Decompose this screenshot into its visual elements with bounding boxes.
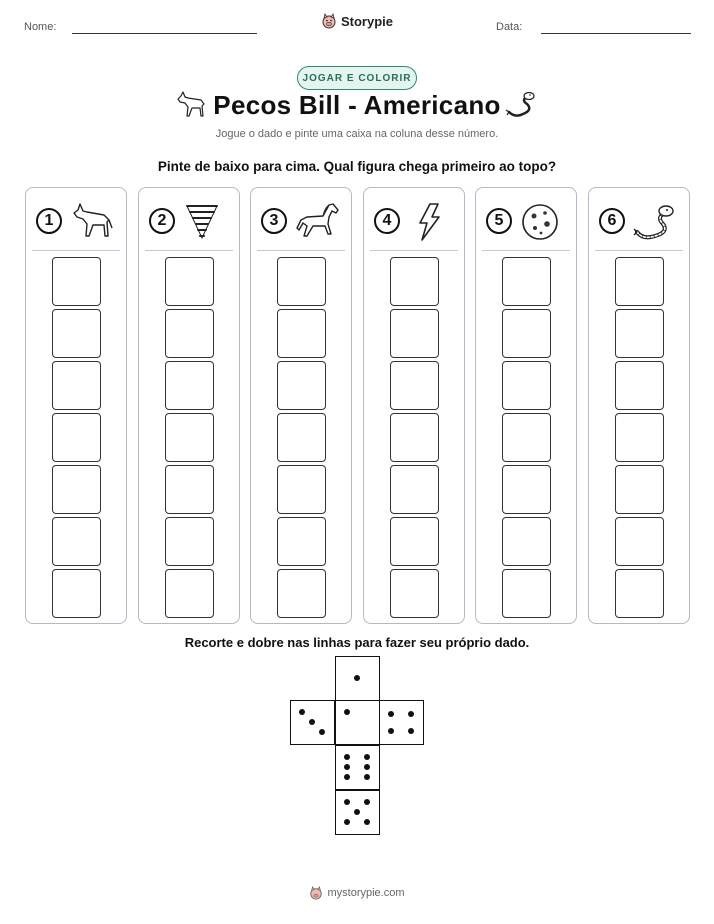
die-pip <box>319 729 325 735</box>
color-box[interactable] <box>52 569 101 618</box>
color-box[interactable] <box>390 413 439 462</box>
brand <box>0 13 714 29</box>
die-pip <box>364 819 370 825</box>
die-pip <box>408 728 414 734</box>
color-box[interactable] <box>165 309 214 358</box>
name-label: Nome: <box>24 21 57 33</box>
color-box[interactable] <box>615 257 664 306</box>
storypie-pig-logo-icon <box>321 13 337 29</box>
color-box[interactable] <box>52 257 101 306</box>
color-box[interactable] <box>502 517 551 566</box>
color-box[interactable] <box>390 361 439 410</box>
column-separator <box>595 250 683 251</box>
die-face-3 <box>290 700 335 745</box>
column-2 <box>138 187 240 624</box>
footer <box>0 886 714 900</box>
column-separator <box>257 250 345 251</box>
storypie-pig-logo-icon <box>309 886 323 900</box>
column-header <box>374 202 458 242</box>
color-box[interactable] <box>277 517 326 566</box>
die-pip <box>354 809 360 815</box>
column-5 <box>475 187 577 624</box>
color-box[interactable] <box>502 309 551 358</box>
color-box[interactable] <box>277 465 326 514</box>
column-4 <box>363 187 465 624</box>
color-box[interactable] <box>502 413 551 462</box>
die-pip <box>364 774 370 780</box>
color-box[interactable] <box>390 309 439 358</box>
column-number: 2 <box>149 208 175 234</box>
color-box[interactable] <box>390 257 439 306</box>
die-face-1 <box>335 700 380 745</box>
moon-icon <box>520 202 564 242</box>
die-pip <box>344 754 350 760</box>
die-pip <box>344 819 350 825</box>
color-box[interactable] <box>165 413 214 462</box>
color-box[interactable] <box>502 569 551 618</box>
die-pip <box>388 711 394 717</box>
die-pip <box>354 675 360 681</box>
column-header <box>36 202 120 242</box>
color-box[interactable] <box>52 465 101 514</box>
die-pip <box>364 754 370 760</box>
column-1 <box>25 187 127 624</box>
color-box[interactable] <box>52 309 101 358</box>
die-pip <box>344 774 350 780</box>
color-box[interactable] <box>615 413 664 462</box>
column-number: 3 <box>261 208 287 234</box>
column-separator <box>32 250 120 251</box>
color-box[interactable] <box>502 257 551 306</box>
die-pip <box>299 709 305 715</box>
color-box[interactable] <box>615 517 664 566</box>
color-box[interactable] <box>165 257 214 306</box>
lightning-icon <box>408 202 452 242</box>
column-header <box>261 202 345 242</box>
die-pip <box>364 764 370 770</box>
color-box[interactable] <box>52 517 101 566</box>
die-pip <box>344 764 350 770</box>
color-box[interactable] <box>277 257 326 306</box>
color-box[interactable] <box>390 569 439 618</box>
color-box[interactable] <box>615 569 664 618</box>
color-box[interactable] <box>52 361 101 410</box>
die-pip <box>408 711 414 717</box>
color-box[interactable] <box>502 361 551 410</box>
column-number: 1 <box>36 208 62 234</box>
column-6 <box>588 187 690 624</box>
die-face-6 <box>335 745 380 790</box>
name-line <box>72 33 257 34</box>
cut-instruction: Recorte e dobre nas linhas para fazer seu próprio dado. <box>184 635 530 650</box>
horse-icon <box>295 202 341 242</box>
date-line <box>541 33 691 34</box>
die-face-5 <box>335 790 380 835</box>
color-box[interactable] <box>165 569 214 618</box>
instruction: Pinte de baixo para cima. Qual figura chega primeiro ao topo? <box>157 159 557 174</box>
color-box[interactable] <box>277 569 326 618</box>
die-pip <box>364 799 370 805</box>
page-title: Pecos Bill - Americano <box>213 90 501 120</box>
date-label: Data: <box>496 21 523 33</box>
activity-badge: JOGAR E COLORIR <box>297 66 417 90</box>
color-box[interactable] <box>165 361 214 410</box>
column-separator <box>482 250 570 251</box>
column-header <box>486 202 570 242</box>
die-pip <box>344 709 350 715</box>
die-pip <box>388 728 394 734</box>
die-face-4 <box>379 700 424 745</box>
color-box[interactable] <box>615 465 664 514</box>
die-pip <box>344 799 350 805</box>
color-box[interactable] <box>615 309 664 358</box>
color-box[interactable] <box>390 465 439 514</box>
color-box[interactable] <box>502 465 551 514</box>
brand-name: Storypie <box>340 13 393 29</box>
footer-url[interactable]: mystorypie.com <box>327 887 405 899</box>
color-box[interactable] <box>52 413 101 462</box>
rattlesnake-icon <box>505 90 539 120</box>
column-separator <box>145 250 233 251</box>
tornado-icon <box>183 202 227 242</box>
column-header <box>599 202 683 242</box>
die-pip <box>309 719 315 725</box>
color-box[interactable] <box>277 309 326 358</box>
column-header <box>149 202 233 242</box>
column-separator <box>370 250 458 251</box>
color-box[interactable] <box>277 361 326 410</box>
color-box[interactable] <box>615 361 664 410</box>
color-box[interactable] <box>390 517 439 566</box>
column-number: 5 <box>486 208 512 234</box>
subtitle: Jogue o dado e pinte uma caixa na coluna desse número. <box>215 128 499 140</box>
column-3 <box>250 187 352 624</box>
coyote-icon <box>70 202 114 242</box>
column-number: 6 <box>599 208 625 234</box>
color-box[interactable] <box>165 465 214 514</box>
column-number: 4 <box>374 208 400 234</box>
color-box[interactable] <box>165 517 214 566</box>
die-face-1 <box>335 656 380 701</box>
rattlesnake-icon <box>633 202 679 242</box>
color-box[interactable] <box>277 413 326 462</box>
